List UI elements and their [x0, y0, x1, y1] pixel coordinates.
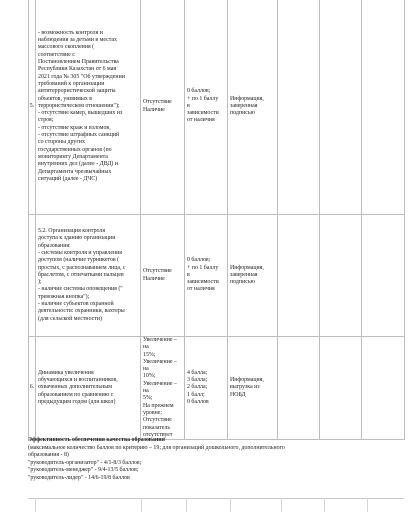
- empty-cell: [320, 0, 362, 215]
- score-line: 1 балл;: [187, 391, 205, 398]
- summary-line: "руководитель-организатор" - 4/1-8/3 баллов;: [28, 459, 142, 466]
- empty-cell: [320, 337, 362, 440]
- source-line: подписью: [230, 110, 255, 117]
- description-line: образованием по сравнению с: [38, 391, 114, 398]
- score-line: + по 1 баллу: [187, 264, 219, 271]
- score-line: зависимости: [187, 279, 219, 286]
- empty-cell: [231, 498, 282, 512]
- description-line: Постановлением Правительства: [38, 59, 119, 66]
- description-line: Динамика увеличения: [38, 369, 94, 376]
- description-line: обучающихся и воспитанников,: [38, 377, 118, 384]
- measure-line: 10%;: [143, 373, 156, 380]
- description-line: - отсутствие камер, вышедших из: [38, 110, 123, 117]
- source-cell: [228, 215, 278, 337]
- criterion-description: [36, 215, 141, 337]
- description-line: образования:: [38, 242, 71, 249]
- description-line: государственных органов (по: [38, 146, 112, 153]
- criterion-description: [36, 337, 141, 440]
- description-line: массового скопления (: [38, 44, 95, 51]
- source-line: подписью: [230, 279, 255, 286]
- description-line: деятельности: охранники, вахтеры: [38, 308, 125, 315]
- next-table-row-stub: [28, 498, 404, 512]
- empty-cell: [278, 215, 320, 337]
- measure-cell: Отсутствие Наличие: [141, 0, 185, 215]
- description-line: Республики Казахстан от 6 мая: [38, 66, 117, 73]
- score-line: + по 1 баллу: [187, 95, 219, 102]
- score-line: 4 балла;: [187, 369, 208, 376]
- description-line: 2021 года № 305 "Об утверждении: [38, 73, 125, 80]
- source-cell: [228, 337, 278, 440]
- source-line: Информация,: [230, 264, 264, 271]
- description-line: );: [38, 279, 42, 286]
- measure-line: На прежнем: [143, 402, 174, 409]
- description-line: строя;: [38, 117, 54, 124]
- summary-line: образования - 8): [28, 452, 69, 459]
- description-line: требований к организации: [38, 80, 105, 87]
- description-line: - отсутствие краж и взломов,: [38, 124, 111, 131]
- empty-cell: [362, 337, 405, 440]
- description-line: внутренних дел (далее - ДВД) и: [38, 161, 119, 168]
- measure-line: Увеличение – на: [143, 358, 177, 373]
- description-line: охваченных дополнительным: [38, 384, 112, 391]
- measure-cell: [141, 337, 185, 440]
- measure-line: 5%;: [143, 395, 153, 402]
- score-cell: [185, 337, 228, 440]
- source-line: НОБД: [230, 391, 246, 398]
- score-cell: [185, 0, 228, 215]
- empty-cell: [36, 498, 142, 512]
- empty-cell: [362, 0, 405, 215]
- criterion-summary: [28, 437, 402, 483]
- table-row: [29, 215, 405, 337]
- description-line: (для сельской местности): [38, 315, 102, 322]
- empty-cell: [142, 498, 187, 512]
- row-number: 6.: [29, 337, 36, 440]
- score-cell: [185, 215, 228, 337]
- score-line: 0 баллов;: [187, 257, 211, 264]
- score-line: от наличия: [187, 117, 215, 124]
- description-line: соответствие с: [38, 51, 75, 58]
- source-cell: [228, 0, 278, 215]
- measure-line: показатель: [143, 424, 171, 431]
- description-line: 5.2. Организация контроля: [38, 228, 106, 235]
- empty-cell: [278, 337, 320, 440]
- empty-cell: [362, 215, 405, 337]
- score-line: в: [187, 102, 190, 109]
- measure-line: 15%;: [143, 351, 156, 358]
- summary-line: "руководитель-менеджер" - 9/4-13/5 баллов;: [28, 467, 139, 474]
- description-line: - наличие системы оповещения (": [38, 286, 123, 293]
- source-line: заверенная: [230, 271, 258, 278]
- score-line: зависимости: [187, 110, 219, 117]
- score-line: 0 баллов: [187, 399, 209, 406]
- summary-title: Эффективность обеспечения качества образования: [28, 437, 165, 443]
- description-line: антитеррористической защиты: [38, 88, 116, 95]
- description-line: - системы контроля и управления: [38, 249, 122, 256]
- source-line: Информация,: [230, 377, 264, 384]
- description-line: доступа к зданию организации: [38, 235, 116, 242]
- empty-cell: [320, 215, 362, 337]
- description-line: объектов, уязвимых в: [38, 95, 93, 102]
- summary-line: (максимальное количество баллов по критерию – 19; для организаций дошкольного, дополнительного: [28, 444, 285, 451]
- description-line: простых, с распознаванием лица, с: [38, 264, 126, 271]
- summary-line: "руководитель-лидер" - 14/6-19/8 баллов: [28, 474, 130, 481]
- description-line: мониторингу Департамента: [38, 153, 108, 160]
- description-line: доступом (наличие турникетов (: [38, 257, 120, 264]
- description-line: - возможность контроля и: [38, 29, 103, 36]
- row-number: [29, 215, 36, 337]
- score-line: от наличия: [187, 286, 215, 293]
- description-line: - наличие субъектов охранной: [38, 301, 114, 308]
- source-line: заверенная: [230, 102, 258, 109]
- measure-cell: Отсутствие Наличие: [141, 215, 185, 337]
- measure-line: уровне;: [143, 409, 163, 416]
- score-line: 2 балла;: [187, 384, 208, 391]
- description-line: Департамента чрезвычайных: [38, 168, 112, 175]
- description-line: со стороны других: [38, 139, 85, 146]
- score-line: в: [187, 271, 190, 278]
- score-line: 3 балла;: [187, 377, 208, 384]
- description-line: наблюдения за детьми в местах: [38, 37, 117, 44]
- empty-cell: [278, 0, 320, 215]
- description-line: тревожная кнопка");: [38, 293, 90, 300]
- table-row: [29, 0, 405, 215]
- measure-line: отсутствует: [143, 431, 173, 438]
- description-line: браслетом, с отпечатками пальцев: [38, 271, 124, 278]
- empty-cell: [28, 498, 36, 512]
- description-line: предыдущим годом (для школ): [38, 399, 116, 406]
- source-line: Информация,: [230, 95, 264, 102]
- measure-line: Отсутствие: [143, 417, 172, 424]
- description-line: террористическом отношении");: [38, 102, 120, 109]
- empty-cell: [282, 498, 325, 512]
- score-line: 0 баллов;: [187, 88, 211, 95]
- description-line: ситуаций (далее - ДЧС): [38, 175, 98, 182]
- measure-line: Увеличение – на: [143, 337, 177, 351]
- empty-cell: [187, 498, 231, 512]
- source-line: выгрузка из: [230, 384, 260, 391]
- row-number: 5.: [29, 0, 36, 215]
- empty-cell: [325, 498, 368, 512]
- criteria-table: [28, 0, 405, 440]
- measure-line: Увеличение – на: [143, 380, 177, 395]
- description-line: - отсутствие штрафных санкций: [38, 132, 120, 139]
- criterion-description: [36, 0, 141, 215]
- table-row: [29, 337, 405, 440]
